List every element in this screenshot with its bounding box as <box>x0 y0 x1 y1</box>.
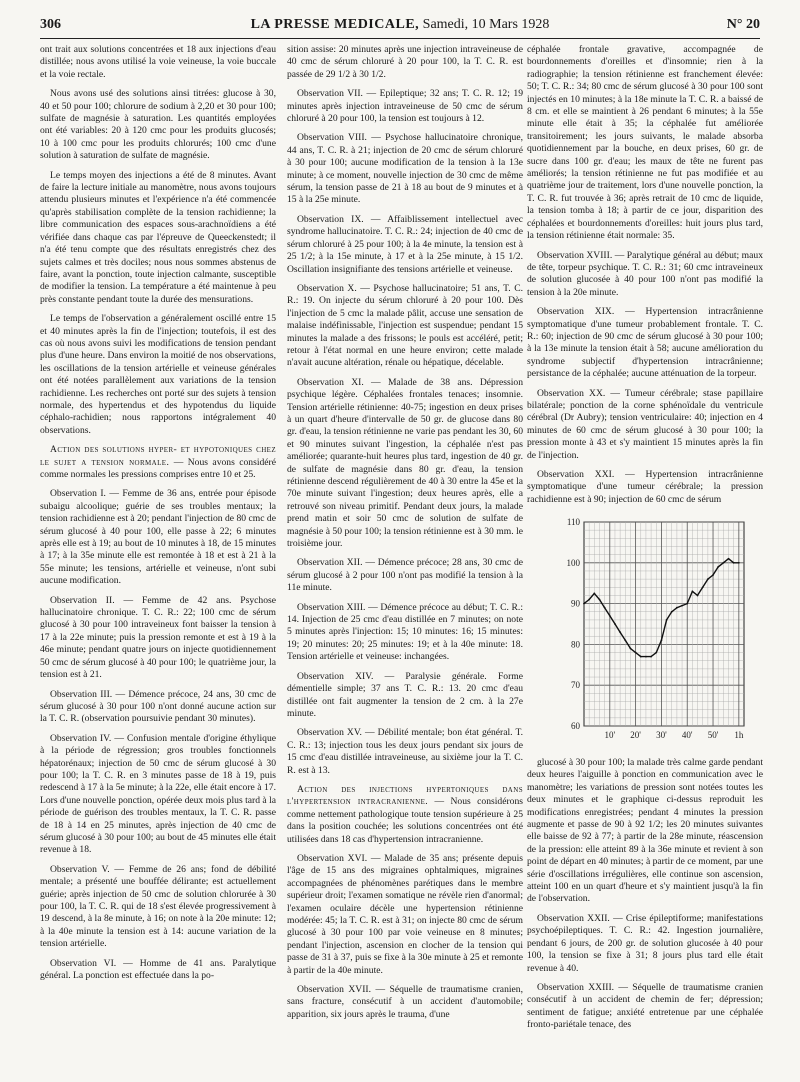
paragraph: Le temps de l'observation a généralement oscillé entre 15 et 40 minutes après la fin de l'injection; toutefois, il est des cas où nous avons suivi les modifications de tension pendant plus d'une heure. Dans environ la moitié de nos observations, les oscillations de la tension artérielle et veineuse générales ont été notées parallèlement aux variations de la tension rachidienne. Les recherches ont porté sur des sujets à tension normale, des hypertendus et des hypotendus du liquide céphalo-rachidien; nous rapportons intégralement 40 observations. <box>40 313 276 436</box>
observation-19: Observation XIX. — Hypertension intracrânienne symptomatique d'une tumeur probablement frontale. T. C. R.: 60; injection de 90 cmc de sérum glucosé à 30 pour 100; à la 13e minute la tension était à 58; aucune amélioration du syndrome subjectif d'hypertension intracrânienne; persistance de la céphalée; aucune atténuation de la torpeur. <box>527 306 763 380</box>
page-number: 306 <box>40 17 61 32</box>
observation-7: Observation VII. — Epileptique; 32 ans; T. C. R. 12; 19 minutes après injection intraveineuse de 50 cmc de sérum chloruré à 20 pour 100, la tension est toujours à 12. <box>287 88 523 125</box>
pressure-data-point <box>604 607 606 609</box>
y-tick-label: 110 <box>566 517 580 527</box>
pressure-data-point <box>661 639 663 641</box>
observation-21: Observation XXI. — Hypertension intracrânienne symptomatique d'une tumeur cérébrale; la pression rachidienne est à 90; injection de 60 cmc de sérum <box>527 469 763 505</box>
journal-name: LA PRESSE MEDICALE, <box>250 17 420 32</box>
observation-10: Observation X. — Psychose hallucinatoire; 51 ans, T. C. R.: 19. On injecte du sérum chloruré à 20 pour 100. Dès l'injection de 5 cmc la malade pâlit, accuse une sensation de malaise indéfinissable, l'injection est suspendue; pendant 15 minutes la malade a des frissons; le pouls est accéléré, petit; retour à l'état normal en une heure environ; cette malade n'avait aucune altération, rénale ou hépatique, décelable. <box>287 282 523 369</box>
x-tick-label: 30' <box>656 730 667 740</box>
column-3-lower <box>527 757 763 1039</box>
observation-11: Observation XI. — Malade de 38 ans. Dépression psychique légère. Céphalées frontales tenaces; insomnie. Tension artérielle rétinienne: 40-75; ingestion en deux prises à un quart d'heure d'intervalle de 50 gr. de glucose dans 80 gr. d'eau, la tension rétinienne ne varie pas pendant les 30, 60 et 90 minutes suivant l'ingestion, la céphalée n'est pas améliorée; quarante-huit heures plus tard, ingestion de 40 gr. de sulfate de magnésie dans 80 gr. d'eau, la tension rétinienne descend régulièrement de 40 à 30 entre la 45e et la 70e minute suivant l'ingestion; deux heures après, elle a retrouvé son niveau primitif. Pendant deux jours, la malade prend matin et soir 50 cmc de solution de sulfate de magnésie à 50 pour 100; la tension rétinienne est à 30 mm. le troisième jour. <box>287 376 523 550</box>
pressure-data-point <box>624 639 626 641</box>
pressure-data-point <box>697 595 699 597</box>
pressure-data-point <box>650 656 652 658</box>
observation-16: Observation XVI. — Malade de 35 ans; présente depuis l'âge de 15 ans des migraines ophtalmiques, migraines accompagnées de phénomènes parétiques dans le membre supérieur droit; l'examen somatique ne révèle rien d'anormal; l'examen oculaire décèle une hypertension rétinienne modérée: 45; la T. C. R. est à 31; on injecte 80 cmc de sérum glucosé à 30 pour 100 par voie veineuse en 8 minutes; pendant l'injection, ascension en clocher de la tension qui passe de 31 à 37, puis se fixe à la 30e minute à 25 et remonte à partir de la 40e minute. <box>287 852 523 976</box>
y-tick-label: 90 <box>571 598 580 609</box>
pressure-data-point <box>707 578 709 580</box>
running-header <box>40 12 760 39</box>
paragraph: Le temps moyen des injections a été de 8 minutes. Avant de faire la lecture initiale au manomètre, nous avons toujours attendu plusieurs minutes et l'expérience n'a été commencée qu'après stabilisation complète de la tension rachidienne; la libre communication des espaces sous-arachnoïdiens a été vérifiée dans chaque cas par l'épreuve de Queeckenstedt; il n'a été tenu compte que des résultats enregistrés chez des sujets calmes et très dociles; nous nous sommes abstenus de faire, avant la ponction, toute injection calmante, susceptible de modifier la tension. La température a été maintenue à peu près constante pendant toute la durée des mensurations. <box>40 169 276 305</box>
section-heading-normal-tension <box>40 444 276 481</box>
observation-1: Observation I. — Femme de 36 ans, entrée pour épisode subaigu alcoolique; guérie de ses troubles mentaux; la tension rachidienne est à 20; pendant l'injection de 80 cmc de sérum glucosé à 40 pour 100, elle passe à 22; 6 minutes après elle est à 19; au bout de 10 minutes à 18, de 15 minutes à 17; à la 35e minute elle est remontée à 18 et est à 21 à la 55e minute; les tensions, artérielle et veineuse, n'ont subi aucune modification. <box>40 488 276 587</box>
observation-2: Observation II. — Femme de 42 ans. Psychose hallucinatoire chronique. T. C. R.: 22; 100 cmc de sérum glucosé à 30 pour 100 intraveineux font baisser la tension à 17 à la 22e minute; puis la pression remonte et est à 19 à la 46e minute; pendant quatre jours on injecte quotidiennement 50 cmc de sérum glucosé à 40 pour 100; le quatrième jour, la tension est à 21. <box>40 594 276 681</box>
column-1 <box>40 44 276 989</box>
observation-4: Observation IV. — Confusion mentale d'origine éthylique à la période de régression; gros troubles fonctionnels hépatorénaux; injection de 50 cmc de sérum glucosé à 30 pour 100; la T. C. R. en 3 minutes passe de 18 à 19, puis redescend à 17 à la 5e minute; à la 22e, elle était encore à 17. Lors d'une nouvelle ponction, opérée deux mois plus tard à la période de guérison des troubles mentaux, la T. C. R. passe de 18 à 14 en 25 minutes, après injection de 40 cmc de sérum glucosé à 30 pour 100; au bout de 45 minutes elle était revenue à 18. <box>40 732 276 856</box>
pressure-chart <box>548 512 758 752</box>
x-tick-label: 50' <box>707 730 719 740</box>
section-heading-text: — Nous avons considéré comme normales les pressions comprises entre 10 et 25. <box>40 456 277 480</box>
section-heading-text: — Nous considérons comme nettement pathologique toute tension supérieure à 25 dans la position couchée; les solutions concentrées ont été utilisées dans 18 cas d'hypertension intracranienne. <box>287 796 523 845</box>
pressure-data-point <box>671 611 673 613</box>
pressure-data-point <box>630 648 632 650</box>
pressure-data-point <box>588 599 590 601</box>
pressure-data-point <box>728 558 730 560</box>
pressure-data-point <box>712 574 714 576</box>
observation-8: Observation VIII. — Psychose hallucinatoire chronique, 44 ans, T. C. R. à 21; injection de 20 cmc de sérum chloruré à 30 pour 100; aucune modification de la tension à la 13e minute; à ce moment, nouvelle injection de 30 cmc de même sérum, la tension passe de 21 à 18 au bout de 9 minutes et à 15 à la 25e minute. <box>287 132 523 206</box>
paragraph: glucosé à 30 pour 100; la malade très calme garde pendant deux heures l'aiguille à ponction en communication avec le manomètre; les variations de pression sont notées toutes les deux minutes et le graphique ci-dessus reproduit les modifications enregistrées; pendant 4 minutes la pression augmente et passe de 90 à 92 1/2; les 20 minutes suivantes elle baisse de 92 à 77; à partir de la 28e minute, réascension de la pression: elle atteint 89 à la 36e minute et revient à son point de départ en 40 minutes; à partir de ce moment, par une série d'oscillations irrégulières, elle continue son ascension, atteint 100 en un quart d'heure et s'y maintient jusqu'à la fin de l'observation. <box>527 757 763 905</box>
paragraph: céphalée frontale gravative, accompagnée de bourdonnements d'oreilles et d'insomnie; rien à la radiographie; la tension rétinienne est franchement élevée: 50; T. C. R.: 34; 80 cmc de sérum glucosé à 30 pour 100 sont injectés en 10 minutes; à la 18e minute la T. C. R. a baissé de 8 cm. et elle se maintient à 26 pendant 6 minutes; à la 55e minute elle était à 35; la céphalée fut améliorée transitoirement; les jours suivants, le malade absorba quotidiennement par la bouche, en deux prises, 60 gr. de sucre dans 100 gr. d'eau; les maux de tête ne furent pas améliorés; la tension rétinienne ne fut pas modifiée et au quatrième jour de traitement, lors d'une nouvelle ponction, la T. C. R. fut trouvée à 36; après retrait de 10 cmc de liquide, la tension tomba à 18; à partir de ce jour, disparition des céphalées et bourdonnements d'oreilles: huit jours plus tard, la tension rétinienne était normale: 35. <box>527 44 763 242</box>
pressure-data-point <box>640 656 642 658</box>
pressure-data-point <box>645 656 647 658</box>
observation-22: Observation XXII. — Crise épileptiforme; manifestations psychoépileptiques. T. C. R.: 42. Ingestion journalière, pendant 6 jours, de 200 gr. de solution glucosée à 40 pour 100, la tension se fixe à 31; 8 jours plus tard elle était revenue à 40. <box>527 912 763 974</box>
pressure-data-point <box>599 599 601 601</box>
y-tick-label: 70 <box>571 680 580 691</box>
pressure-data-point <box>583 603 585 605</box>
plot-frame <box>584 522 744 726</box>
pressure-data-point <box>609 615 611 617</box>
x-tick-label: 10' <box>604 730 616 740</box>
paragraph: Nous avons usé des solutions ainsi titrées: glucose à 30, 40 et 50 pour 100; chlorure de sodium à 2,20 et 30 pour 100; sulfate de magnésie à saturation. Les quantités employées ont été variables: 20 à 120 cmc pour les produits glucosés; 10 à 100 cmc pour les produits chlorurés; 100 cmc d'une solution à saturation de sulfate de magnésie. <box>40 88 276 162</box>
pressure-data-point <box>686 603 688 605</box>
observation-18: Observation XVIII. — Paralytique général au début; maux de tête, torpeur psychique. T. C. R.: 31; 60 cmc intraveineux de solution glucosée à 40 pour 100 n'ont pas modifié la tension à la 20e minute. <box>527 249 763 298</box>
observation-5: Observation V. — Femme de 26 ans; fond de débilité mentale; a présenté une bouffée délirante; est actuellement guérie; après injection de 50 cmc de solution chlorurée à 30 pour 100, la T. C. R. qui de 18 s'est élevée progressivement à 19 descend, à la 8e minute, à 16; on note à la 20e minute: 12; à la 40e minute la tension est à 14: aucune variation de la tension artérielle. <box>40 863 276 950</box>
pressure-data-point <box>702 586 704 588</box>
observation-14: Observation XIV. — Paralysie générale. Forme démentielle simple; 37 ans T. C. R.: 13. 20 cmc d'eau distillée ont fait augmenter la tension de 2 cm. à la 27e minute. <box>287 670 523 719</box>
pressure-data-point <box>666 619 668 621</box>
issue-date: Samedi, 10 Mars 1928 <box>422 17 550 32</box>
pressure-data-point <box>614 623 616 625</box>
y-tick-label: 80 <box>571 639 580 650</box>
y-tick-label: 60 <box>571 721 580 731</box>
pressure-data-point <box>681 605 683 607</box>
observation-17: Observation XVII. — Séquelle de traumatisme cranien, sans fracture, consécutif à un accident d'automobile; apparition, six jours après le trauma, d'une <box>287 984 523 1020</box>
pressure-data-point <box>738 562 740 564</box>
x-tick-label: 20' <box>630 730 641 740</box>
pressure-data-point <box>722 562 724 564</box>
observation-23: Observation XXIII. — Séquelle de traumatisme cranien consécutif à un accident de chemin de fer; dépression; sentiment de fatigue; anxiété entretenue par une céphalée fronto-pariétale tenace, des <box>527 981 763 1031</box>
pressure-chart-svg <box>548 512 758 752</box>
pressure-data-point <box>619 631 621 633</box>
section-heading-title: Action des solutions hyper- et hypotoniques chez le sujet a tension normale. <box>40 444 276 468</box>
observation-15: Observation XV. — Débilité mentale; bon état général. T. C. R.: 13; injection tous les deux jours pendant six jours de 15 cmc d'eau distillée intraveineuse, au sixième jour la T. C. R. est à 13. <box>287 727 523 776</box>
pressure-data-point <box>676 607 678 609</box>
issue-number: N° 20 <box>726 17 760 32</box>
section-heading-hypertension <box>287 784 523 846</box>
section-heading-title: Action des injections hypertoniques dans l'hypertension intracranienne. <box>287 783 523 808</box>
pressure-data-point <box>691 590 693 592</box>
pressure-data-point <box>593 593 595 595</box>
pressure-data-point <box>717 566 719 568</box>
pressure-data-point <box>655 652 657 654</box>
x-tick-label: 1h <box>734 730 744 740</box>
y-tick-label: 100 <box>566 557 580 568</box>
observation-12: Observation XII. — Démence précoce; 28 ans, 30 cmc de sérum glucosé à 2 pour 100 n'ont pas modifié la tension à la 11e minute. <box>287 557 523 594</box>
pressure-data-point <box>635 652 637 654</box>
x-tick-label: 40' <box>681 730 693 740</box>
paragraph: sition assise: 20 minutes après une injection intraveineuse de 40 cmc de sérum chloruré à 20 pour 100, la T. C. R. est passée de 29 1/2 à 30 1/2. <box>287 44 523 80</box>
observation-13: Observation XIII. — Démence précoce au début; T. C. R.: 14. Injection de 25 cmc d'eau distillée en 7 minutes; on note 5 minutes après l'injection: 15; 10 minutes: 16; 15 minutes: 19; 20 minutes: 20; 25 minutes: 19; et à la 40e minute: 18. Tension artérielle et veineuse: inchangées. <box>287 601 523 663</box>
observation-3: Observation III. — Démence précoce, 24 ans, 30 cmc de sérum glucosé à 30 pour 100 n'ont donné aucune action sur la T. C. R. (observation poursuivie pendant 30 minutes). <box>40 688 276 725</box>
observation-20: Observation XX. — Tumeur cérébrale; stase papillaire bilatérale; ponction de la corne sphénoïdale du ventricule cérébral (Dr Aubry); tension ventriculaire: 40; injection en 4 minutes de 60 cmc de sérum glucosé à 30 pour 100; la pression monte à 43 et s'y maintient 15 minutes après la fin de l'injection. <box>527 387 763 461</box>
journal-title <box>40 17 760 33</box>
paragraph: ont trait aux solutions concentrées et 18 aux injections d'eau distillée; nous avons utilisé la voie veineuse, la voie buccale et la voie rectale. <box>40 44 276 80</box>
column-3 <box>527 44 763 513</box>
observation-6: Observation VI. — Homme de 41 ans. Paralytique général. La ponction est effectuée dans la po- <box>40 957 276 982</box>
observation-9: Observation IX. — Affaiblissement intellectuel avec syndrome hallucinatoire. T. C. R.: 24; injection de 40 cmc de sérum chloruré à 25 pour 100; à la 4e minute, la tension est à 25 1/2; à la 15e minute, à 17 et à la 25e minute, à 15 1/2. Oscillation insignifiante des tensions artérielle et veineuse. <box>287 213 523 275</box>
pressure-data-point <box>733 562 735 564</box>
column-2 <box>287 44 523 1028</box>
